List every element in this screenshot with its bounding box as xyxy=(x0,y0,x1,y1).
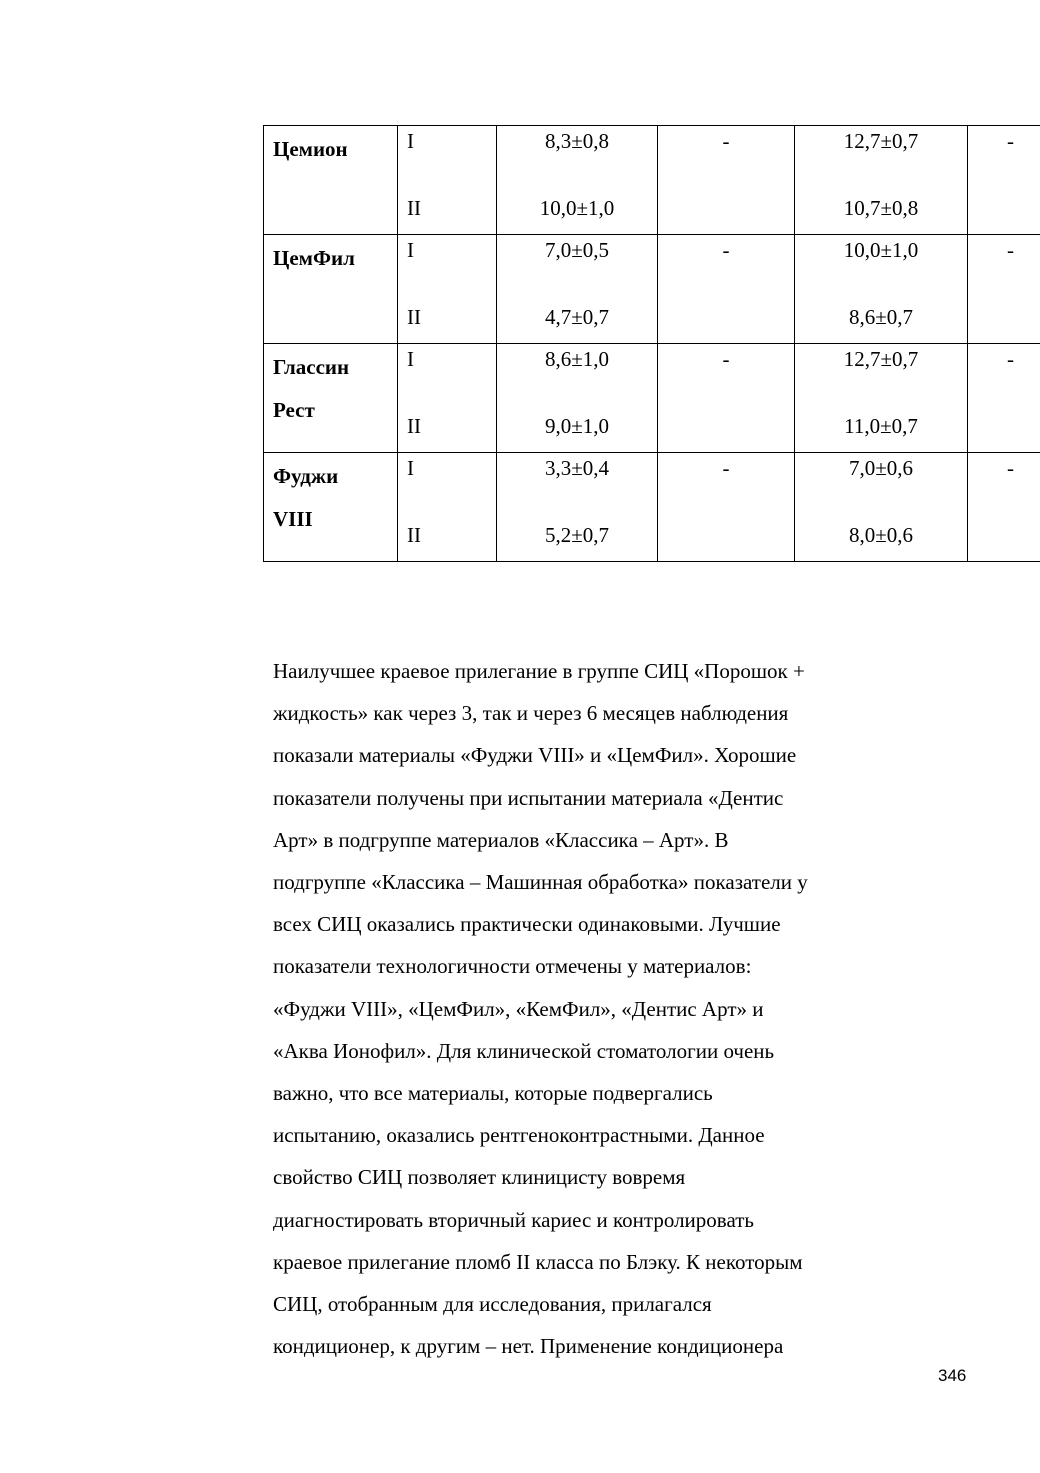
page-number: 346 xyxy=(938,1366,967,1385)
dash-cell xyxy=(968,235,1040,344)
value-cell xyxy=(795,235,968,344)
paragraph-line: диагностировать вторичный кариес и контролировать xyxy=(273,1207,754,1232)
value-cell xyxy=(497,126,658,235)
paragraph-line: показатели технологичности отмечены у материалов: xyxy=(273,954,752,979)
group-label: II xyxy=(407,414,421,438)
dash-cell xyxy=(968,453,1040,562)
dash-text: - xyxy=(1007,456,1014,480)
dash-cell xyxy=(658,453,795,562)
table-row xyxy=(264,126,1040,235)
paragraph-line: испытанию, оказались рентгеноконтрастными. Данное xyxy=(273,1123,765,1148)
material-cell xyxy=(264,126,398,235)
group-label: I xyxy=(407,129,414,153)
value-text: 10,0±1,0 xyxy=(843,238,919,262)
value-text: 5,2±0,7 xyxy=(544,523,610,547)
dash-text: - xyxy=(722,347,730,371)
paragraph-line: краевое прилегание пломб II класса по Блэку. К некоторым xyxy=(273,1249,803,1274)
material-name: Цемион xyxy=(273,137,348,161)
value-text: 8,6±0,7 xyxy=(848,305,914,329)
value-text: 9,0±1,0 xyxy=(544,414,610,438)
results-table xyxy=(263,125,1040,562)
value-text: 8,0±0,6 xyxy=(848,523,914,547)
paragraph-line: «Фуджи VIII», «ЦемФил», «КемФил», «Дентис Арт» и xyxy=(273,996,764,1021)
material-name: ЦемФил xyxy=(273,246,355,270)
dash-cell xyxy=(658,344,795,453)
paragraph-line: Арт» в подгруппе материалов «Классика – Арт». В xyxy=(273,827,729,852)
table-row xyxy=(264,344,1040,453)
paragraph-line: важно, что все материалы, которые подвергались xyxy=(273,1081,713,1106)
value-text: 11,0±0,7 xyxy=(844,414,918,438)
material-cell xyxy=(264,235,398,344)
dash-text: - xyxy=(1007,129,1014,153)
value-cell xyxy=(795,344,968,453)
dash-text: - xyxy=(722,456,730,480)
group-label: I xyxy=(407,456,414,480)
material-cell xyxy=(264,344,398,453)
paragraph-line: жидкость» как через 3, так и через 6 месяцев наблюдения xyxy=(273,701,789,726)
group-label: II xyxy=(407,196,421,220)
value-text: 10,7±0,8 xyxy=(843,196,919,220)
value-text: 8,6±1,0 xyxy=(544,347,610,371)
value-text: 10,0±1,0 xyxy=(539,196,615,220)
paragraph-line: показатели получены при испытании материала «Дентис xyxy=(273,785,784,810)
material-name: Фуджи VIII xyxy=(273,464,339,531)
paragraph-line: Наилучшее краевое прилегание в группе СИЦ «Порошок + xyxy=(273,659,805,683)
value-cell xyxy=(497,235,658,344)
material-name: Глассин Рест xyxy=(273,355,350,422)
dash-text: - xyxy=(1007,238,1014,262)
value-text: 7,0±0,6 xyxy=(848,456,914,480)
group-label: II xyxy=(407,305,421,329)
dash-cell xyxy=(968,126,1040,235)
dash-cell xyxy=(658,126,795,235)
body-paragraph xyxy=(273,650,923,1367)
value-text: 12,7±0,7 xyxy=(843,129,919,153)
group-label: II xyxy=(407,523,421,547)
dash-text: - xyxy=(722,129,730,153)
group-cell xyxy=(398,126,497,235)
dash-text: - xyxy=(1007,347,1014,371)
results-table-container xyxy=(263,125,1040,562)
paragraph-line: показали материалы «Фуджи VIII» и «ЦемФил». Хорошие xyxy=(273,743,797,768)
value-cell xyxy=(795,126,968,235)
value-cell xyxy=(497,453,658,562)
table-row xyxy=(264,453,1040,562)
value-cell xyxy=(497,344,658,453)
value-text: 8,3±0,8 xyxy=(544,129,610,153)
paragraph-line: «Аква Ионофил». Для клинической стоматологии очень xyxy=(273,1038,775,1063)
value-text: 12,7±0,7 xyxy=(843,347,919,371)
paragraph-line: всех СИЦ оказались практически одинаковыми. Лучшие xyxy=(273,912,781,937)
table-row xyxy=(264,235,1040,344)
paragraph-line: кондиционер, к другим – нет. Применение кондиционера xyxy=(273,1334,784,1359)
paragraph-line: подгруппе «Классика – Машинная обработка» показатели у xyxy=(273,870,808,895)
dash-cell xyxy=(968,344,1040,453)
dash-text: - xyxy=(722,238,730,262)
material-cell xyxy=(264,453,398,562)
value-text: 4,7±0,7 xyxy=(544,305,610,329)
group-label: I xyxy=(407,238,414,262)
paragraph-line: СИЦ, отобранным для исследования, прилагался xyxy=(273,1292,712,1317)
group-label: I xyxy=(407,347,414,371)
paragraph-line: свойство СИЦ позволяет клиницисту вовремя xyxy=(273,1165,686,1190)
group-cell xyxy=(398,344,497,453)
dash-cell xyxy=(658,235,795,344)
value-cell xyxy=(795,453,968,562)
group-cell xyxy=(398,453,497,562)
value-text: 3,3±0,4 xyxy=(544,456,610,480)
value-text: 7,0±0,5 xyxy=(544,238,610,262)
group-cell xyxy=(398,235,497,344)
